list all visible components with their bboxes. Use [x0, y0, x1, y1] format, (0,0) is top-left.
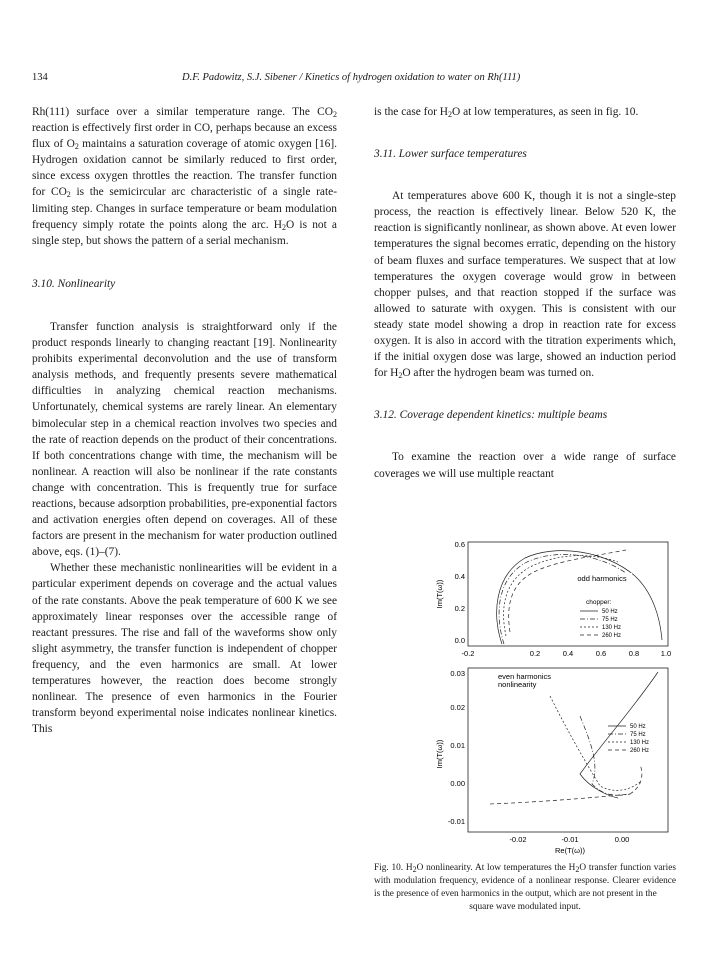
subscript: 2 [333, 110, 337, 119]
bottom-xtick-1: -0.01 [561, 835, 579, 844]
top-ytick-3: 0.0 [454, 636, 465, 645]
bottom-xtick-2: 0.00 [614, 835, 630, 844]
top-legend-50hz: 50 Hz [602, 609, 618, 615]
paragraph-multiple-beams: To examine the reaction over a wide range of surface coverages we will use multiple reactant [374, 451, 676, 480]
top-plot [435, 540, 671, 658]
figure-10-caption [374, 862, 676, 914]
bottom-curve-75hz [580, 716, 630, 795]
top-xtick-2: 0.4 [562, 649, 574, 658]
subscript: 2 [575, 865, 580, 874]
paragraph-lower-temperatures: At temperatures above 600 K, though it is not a single-step process, the reaction is effectively linear. Below 520 K, the reaction is significantly nonlinear, as shown above. At even lower temperatures the signal becomes erratic, depending on the history of beam fluxes and surface temperatures. We suspect that at low temperatures the oxygen coverage would grow in between chopper pulses, and that reaction stopped if the surface was allowed to saturate with oxygen. This is consistent with our steady state model showing a drop in reaction rate for excess oxygen. It is also in accord with the titration experiments which, if the initial oxygen dose was large, showed an induction period for $H_2O$ after the hydrogen beam was turned on. [374, 190, 676, 381]
subscript: 2 [66, 190, 71, 200]
figure-10-plots [430, 536, 680, 866]
page-number: 134 [32, 72, 48, 83]
bottom-annotation-nonlinearity: nonlinearity [498, 680, 537, 689]
bottom-xtick-0: -0.02 [509, 835, 527, 844]
figure-10 [430, 536, 680, 866]
top-plot-ylabel: Im(T(ω)) [435, 579, 444, 609]
caption-last-line: square wave modulated input. [469, 902, 581, 912]
bottom-legend-130hz: 130 Hz [630, 740, 650, 746]
top-ytick-2: 0.2 [454, 604, 465, 613]
subscript: 2 [412, 865, 417, 874]
subscript: 2 [281, 222, 286, 232]
running-title: D.F. Padowitz, S.J. Sibener / Kinetics of hydrogen oxidation to water on Rh(111) [182, 72, 521, 83]
bottom-ytick-1: 0.02 [450, 703, 465, 712]
bottom-plot [435, 668, 668, 855]
section-heading-nonlinearity: 3.10. Nonlinearity [32, 277, 116, 290]
paragraph-transfer-function: Transfer function analysis is straightforward only if the product responds linearly to changing reactant [19]. Nonlinearity prohibits experimental deconvolution and the use of transform analysis methods, and frequently presents severe mathematical difficulties in analyzing chemical reaction mechanisms. Unfortunately, chemical systems are rarely linear. An elementary bimolecular step in a chemical reaction involves two species and the rate of reaction depends on the product of their concentrations. If both concentrations change with time, the mechanism will be nonlinear. A reaction will also be nonlinear if the rate constants change with concentration. This is frequently true for surface reactions, because adsorption probabilities, pre-exponential factors and activation energies often depend on coverages. All of these factors are present in the mechanism for water production outlined above, eqs. (1)–(7). [32, 320, 337, 559]
top-legend-260hz: 260 Hz [602, 633, 622, 639]
top-xtick-3: 0.6 [595, 649, 607, 658]
bottom-ytick-4: -0.01 [447, 817, 465, 826]
section-heading-multiple-beams: 3.12. Coverage dependent kinetics: multiple beams [374, 409, 608, 422]
bottom-legend-260hz: 260 Hz [630, 748, 650, 754]
bottom-curve-50hz [580, 672, 658, 798]
paragraph-co2-comparison: Rh(111) surface over a similar temperature range. The $CO_2$ reaction is effectively first order in CO, perhaps because an excess flux of $O_2$ maintains a saturation coverage of atomic oxygen [16]. Hydrogen oxidation cannot be similarly reduced to first order, since excess oxygen throttles the reaction. The transfer function for $CO_2$ is the semicircular arc characteristic of a single rate-limiting step. Changes in surface temperature or beam modulation frequency simply rotate the points along the arc. $H_2O$ is not a single step, but shows the pattern of a serial mechanism. [32, 106, 337, 247]
top-annotation-odd-harmonics: odd harmonics [577, 574, 627, 583]
subscript: 2 [448, 110, 453, 119]
caption-label: Fig. 10. [374, 863, 404, 873]
paragraph-h2o-low-temp: is the case for $H_2O$ at low temperatures, as seen in fig. 10. [374, 106, 639, 119]
top-curve-50hz [497, 551, 662, 644]
paragraph-mechanistic-nonlinearities: Whether these mechanistic nonlinearities will be evident in a particular experiment depends on coverage and the actual values of the rate constants. Above the peak temperature of 600 K we see approximately linear responses over the accessible range of reactant pressures. The rise and fall of the waveforms show only slight asymmetry, the transfer function is independent of chopper frequency, and the even harmonics are small. At lower temperatures however, the reaction does become strongly nonlinear. The presence of even harmonics in the Fourier transform beyond experimental noise indicates nonlinear kinetics. This [32, 562, 337, 736]
left-column [32, 104, 337, 737]
caption-body: $H_2O$ nonlinearity. At low temperatures the $H_2O$ transfer function varies with modulation frequency, evidence of a nonlinear response. Clearer evidence is the presence of even harmonics in the output, which are not present in the [374, 863, 676, 899]
top-xtick-1: 0.2 [529, 649, 541, 658]
bottom-curve-260hz [490, 764, 642, 804]
top-legend-130hz: 130 Hz [602, 625, 622, 631]
top-curve-130hz [504, 556, 618, 636]
subscript: 2 [398, 371, 403, 381]
top-ytick-1: 0.4 [454, 572, 465, 581]
top-xtick-5: 1.0 [660, 649, 672, 658]
section-heading-lower-temperatures: 3.11. Lower surface temperatures [374, 148, 527, 161]
bottom-annotation-even-harmonics: even harmonics [498, 672, 551, 681]
bottom-legend-50hz: 50 Hz [630, 724, 646, 730]
bottom-ytick-0: 0.03 [450, 669, 465, 678]
page-header [32, 72, 672, 88]
top-legend-title: chopper: [586, 599, 612, 606]
subscript: 2 [74, 142, 79, 152]
bottom-ytick-3: 0.00 [450, 779, 465, 788]
top-xtick-4: 0.8 [628, 649, 640, 658]
right-column [374, 104, 676, 482]
top-xtick-0: -0.2 [461, 649, 475, 658]
top-ytick-0: 0.6 [454, 540, 465, 549]
top-legend-75hz: 75 Hz [602, 617, 618, 623]
bottom-legend-75hz: 75 Hz [630, 732, 646, 738]
bottom-ytick-2: 0.01 [450, 741, 465, 750]
bottom-plot-ylabel: Im(T(ω)) [435, 739, 444, 769]
bottom-curve-130hz [550, 696, 640, 790]
bottom-plot-xlabel: Re(T(ω)) [554, 846, 586, 855]
